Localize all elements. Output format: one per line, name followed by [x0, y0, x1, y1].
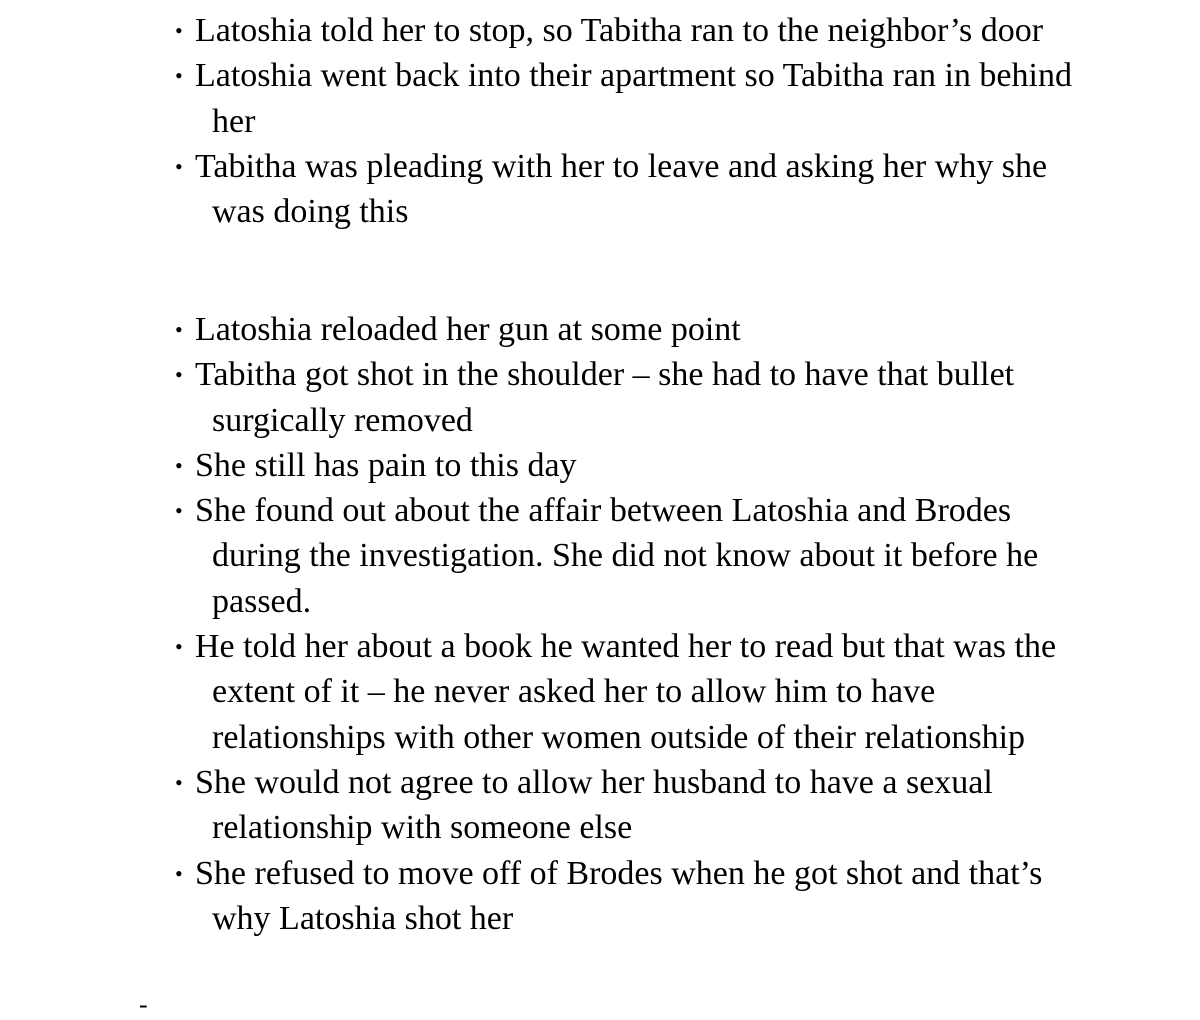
bullet-list-top [175, 8, 1075, 234]
list-item [175, 760, 1075, 851]
list-item-text: Tabitha was pleading with her to leave and asking her why she was doing this [195, 147, 1048, 231]
trailing-dash: - [139, 990, 148, 1019]
list-item-text: She refused to move off of Brodes when he got shot and that’s why Latoshia shot her [195, 854, 1043, 937]
bullet-icon: • [175, 63, 183, 89]
list-item [175, 443, 1075, 488]
bullet-icon: • [175, 452, 183, 478]
list-item-text: She still has pain to this day [195, 446, 577, 484]
bullet-icon: • [175, 153, 183, 179]
bullet-list-bottom [175, 307, 1075, 941]
list-item-text: Latoshia reloaded her gun at some point [195, 311, 741, 348]
list-item [175, 8, 1075, 53]
bullet-icon: • [175, 362, 183, 388]
list-item-text: Latoshia told her to stop, so Tabitha ran to the neighbor’s door [195, 12, 1044, 49]
bullet-icon: • [175, 18, 183, 43]
list-item-text: He told her about a book he wanted her to read but that was the extent of it – he never asked her to allow him to have relationships with other women outside of their relationship [195, 628, 1057, 756]
bullet-icon: • [175, 769, 183, 795]
bullet-icon: • [175, 498, 183, 524]
bullet-icon: • [175, 860, 183, 886]
bullet-icon: • [175, 634, 183, 660]
list-item-text: She would not agree to allow her husband to have a sexual relationship with someone else [195, 763, 993, 847]
list-item [175, 624, 1075, 760]
list-item [175, 144, 1075, 235]
list-item [175, 352, 1075, 443]
list-item-text: Tabitha got shot in the shoulder – she had to have that bullet surgically removed [195, 356, 1015, 439]
list-item [175, 53, 1075, 144]
list-item-text: Latoshia went back into their apartment so Tabitha ran in behind her [195, 57, 1072, 140]
list-item-text: She found out about the affair between Latoshia and Brodes during the investigation. She did not know about it before he passed. [195, 492, 1039, 620]
list-item [175, 307, 1075, 352]
list-item [175, 488, 1075, 624]
bullet-icon: • [175, 317, 183, 342]
list-item [175, 851, 1075, 942]
